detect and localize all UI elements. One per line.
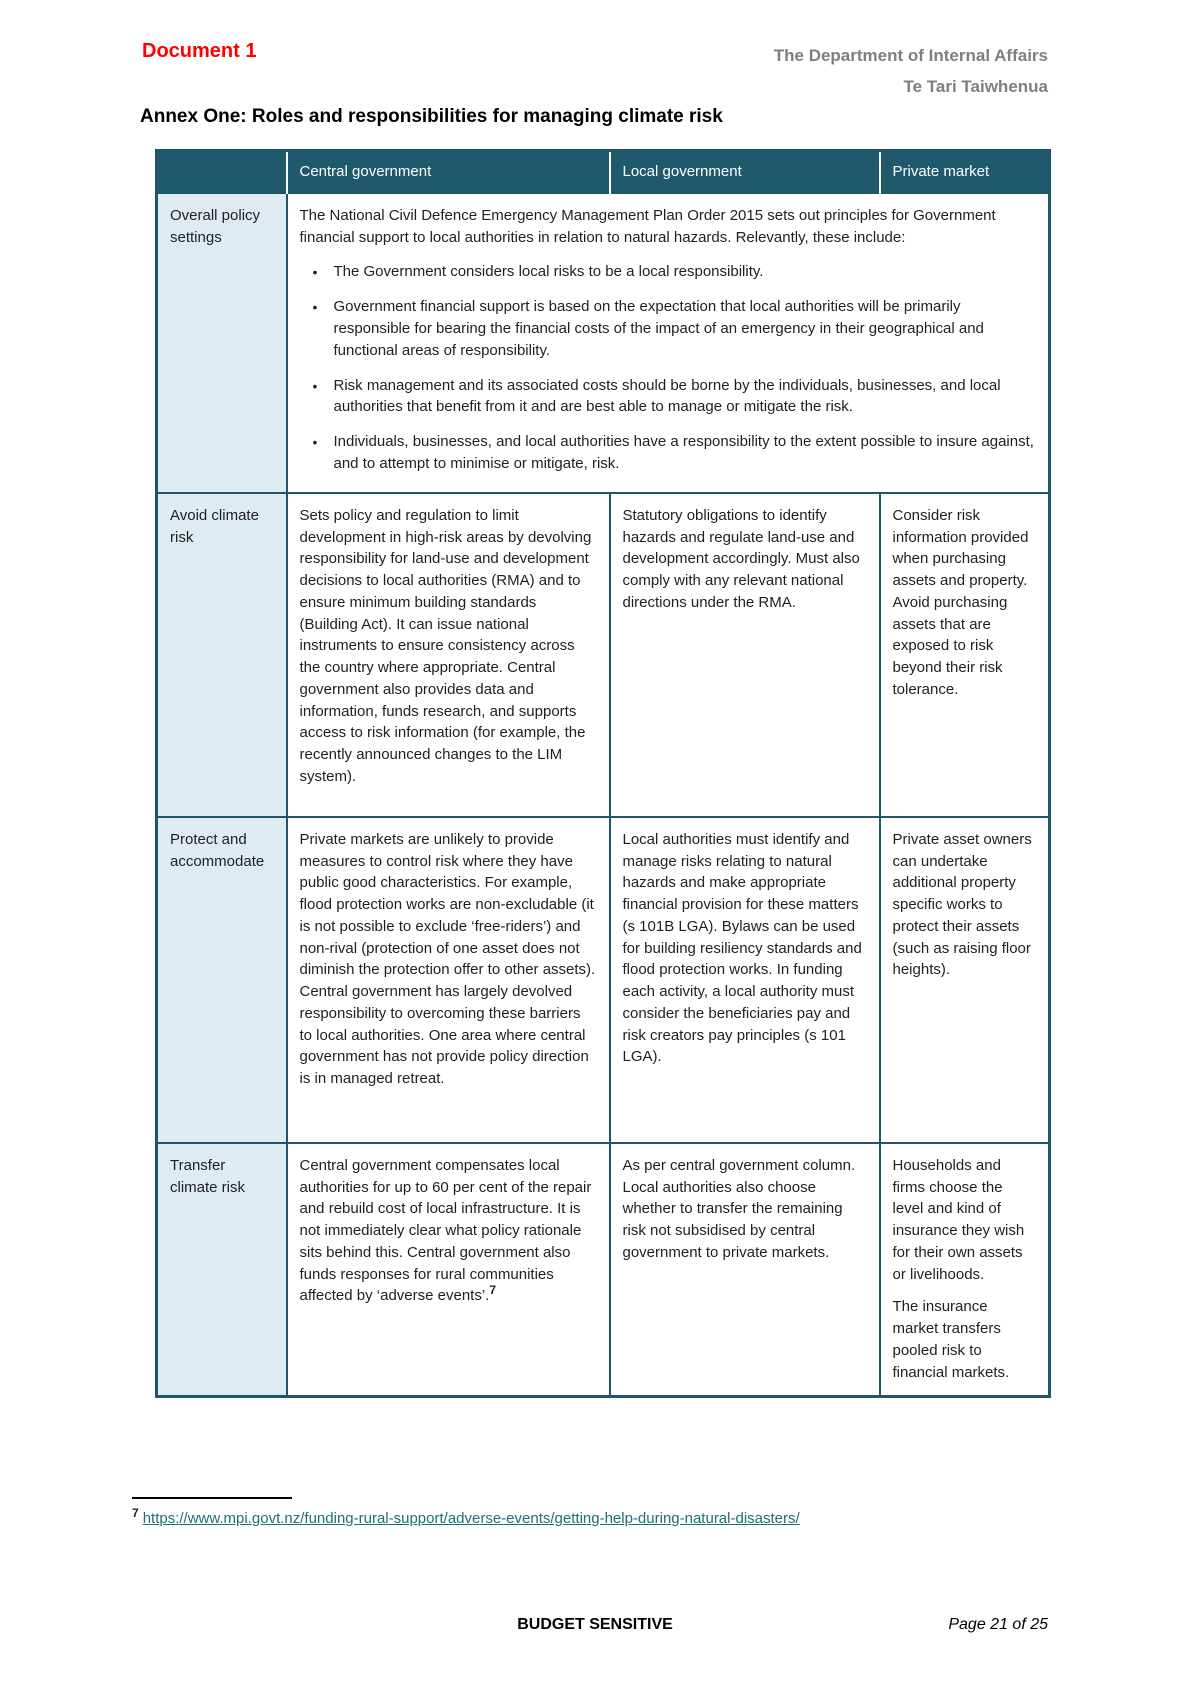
header-central-government: Central government <box>287 151 610 193</box>
table-row <box>157 493 1050 817</box>
cell-transfer-local-government: As per central government column. Local authorities also choose whether to transfer the remaining risk not subsidised by central government to private markets. <box>610 1143 880 1397</box>
cell-avoid-central-government: Sets policy and regulation to limit development in high-risk areas by devolving responsibility for land-use and development decisions to local authorities (RMA) and to ensure minimum building standards (Building Act). It can issue national instruments to ensure consistency across the country where appropriate. Central government also provides data and information, funds research, and supports access to risk information (for example, the recently announced changes to the LIM system). <box>287 493 610 817</box>
overall-policy-bullet-list <box>300 261 1037 474</box>
header-private-market: Private market <box>880 151 1050 193</box>
roles-responsibilities-table <box>155 149 1051 1398</box>
classification-label: BUDGET SENSITIVE <box>517 1616 673 1633</box>
footnote-divider <box>132 1497 292 1499</box>
list-item <box>300 375 1037 419</box>
row-label-protect-and-accommodate: Protect and accommodate <box>157 817 287 1143</box>
cell-protect-local-government: Local authorities must identify and manage risks relating to natural hazards and make appropriate financial provision for these matters (s 101B LGA). Bylaws can be used for building resiliency standards and flood protection works. In funding each activity, a local authority must consider the beneficiaries pay and risk creators pay principles (s 101 LGA). <box>610 817 880 1143</box>
row-label-overall-policy-settings: Overall policy settings <box>157 193 287 493</box>
cell-protect-private-market: Private asset owners can undertake additional property specific works to protect their assets (such as raising floor heights). <box>880 817 1050 1143</box>
row-label-transfer-climate-risk: Transfer climate risk <box>157 1143 287 1397</box>
cell-protect-central-government: Private markets are unlikely to provide measures to control risk where they have public good characteristics. For example, flood protection works are non-excludable (it is not possible to exclude ‘free-riders’) and non-rival (protection of one asset does not diminish the protection offer to other assets). Central government has largely devolved responsibility to overcoming these barriers to local authorities. One area where central government has not provide policy direction is in managed retreat. <box>287 817 610 1143</box>
transfer-private-paragraph-2: The insurance market transfers pooled risk to financial markets. <box>892 1298 1010 1381</box>
list-item <box>300 261 1037 283</box>
list-item <box>300 296 1037 361</box>
bullet-icon: • <box>312 377 318 394</box>
page-footer <box>0 1616 1190 1646</box>
organisation-name-maori: Te Tari Taiwhenua <box>903 77 1048 96</box>
header-empty-cell <box>157 151 287 193</box>
cell-transfer-central-government <box>287 1143 610 1397</box>
table-row <box>157 1143 1050 1397</box>
bullet-icon: • <box>312 434 318 450</box>
bullet-icon: • <box>312 299 318 316</box>
table-row <box>157 193 1050 493</box>
footnote-reference-marker: 7 <box>489 1283 497 1298</box>
organisation-header <box>774 40 1048 102</box>
row-label-avoid-climate-risk: Avoid climate risk <box>157 493 287 817</box>
cell-transfer-private-market <box>880 1143 1050 1397</box>
transfer-central-text: Central government compensates local authorities for up to 60 per cent of the repair and rebuild cost of local infrastructure. It is not immediately clear what policy rationale sits behind this. Central government also funds responses for rural communities affected by ‘adverse events’. <box>299 1156 592 1305</box>
cell-avoid-private-market: Consider risk information provided when purchasing assets and property. Avoid purchasing assets that are exposed to risk beyond their risk tolerance. <box>880 493 1050 817</box>
list-item <box>300 431 1037 475</box>
transfer-private-paragraph-1: Households and firms choose the level and kind of insurance they wish for their own assets or livelihoods. <box>892 1156 1025 1283</box>
bullet-icon: • <box>312 264 318 281</box>
table-header-row <box>157 151 1050 193</box>
bullet-text: Risk management and its associated costs should be borne by the individuals, businesses, and local authorities that benefit from it and are best able to manage or mitigate the risk. <box>333 376 1001 416</box>
footnote <box>132 1506 800 1527</box>
bullet-text: Government financial support is based on the expectation that local authorities will be primarily responsible for bearing the financial costs of the impact of an emergency in their geographical and functional areas of responsibility. <box>333 298 984 359</box>
overall-policy-intro: The National Civil Defence Emergency Management Plan Order 2015 sets out principles for Government financial support to local authorities in relation to natural hazards. Relevantly, these include: <box>299 206 996 246</box>
document-label: Document 1 <box>142 40 257 62</box>
footnote-marker: 7 <box>132 1506 139 1520</box>
cell-avoid-local-government: Statutory obligations to identify hazards and regulate land-use and development accordingly. Must also comply with any relevant national directions under the RMA. <box>610 493 880 817</box>
footnote-url-link[interactable]: https://www.mpi.govt.nz/funding-rural-support/adverse-events/getting-help-during-natural-disasters/ <box>142 1510 800 1527</box>
page-number: Page 21 of 25 <box>948 1616 1048 1633</box>
page-title: Annex One: Roles and responsibilities for managing climate risk <box>140 106 723 127</box>
bullet-text: The Government considers local risks to be a local responsibility. <box>333 263 764 281</box>
organisation-name-english: The Department of Internal Affairs <box>773 46 1048 65</box>
cell-overall-policy-content <box>287 193 1050 493</box>
bullet-text: Individuals, businesses, and local authorities have a responsibility to the extent possible to insure against, and to attempt to minimise or mitigate, risk. <box>333 433 1034 472</box>
table-row <box>157 817 1050 1143</box>
header-local-government: Local government <box>610 151 880 193</box>
roles-table-container <box>155 149 1048 1398</box>
